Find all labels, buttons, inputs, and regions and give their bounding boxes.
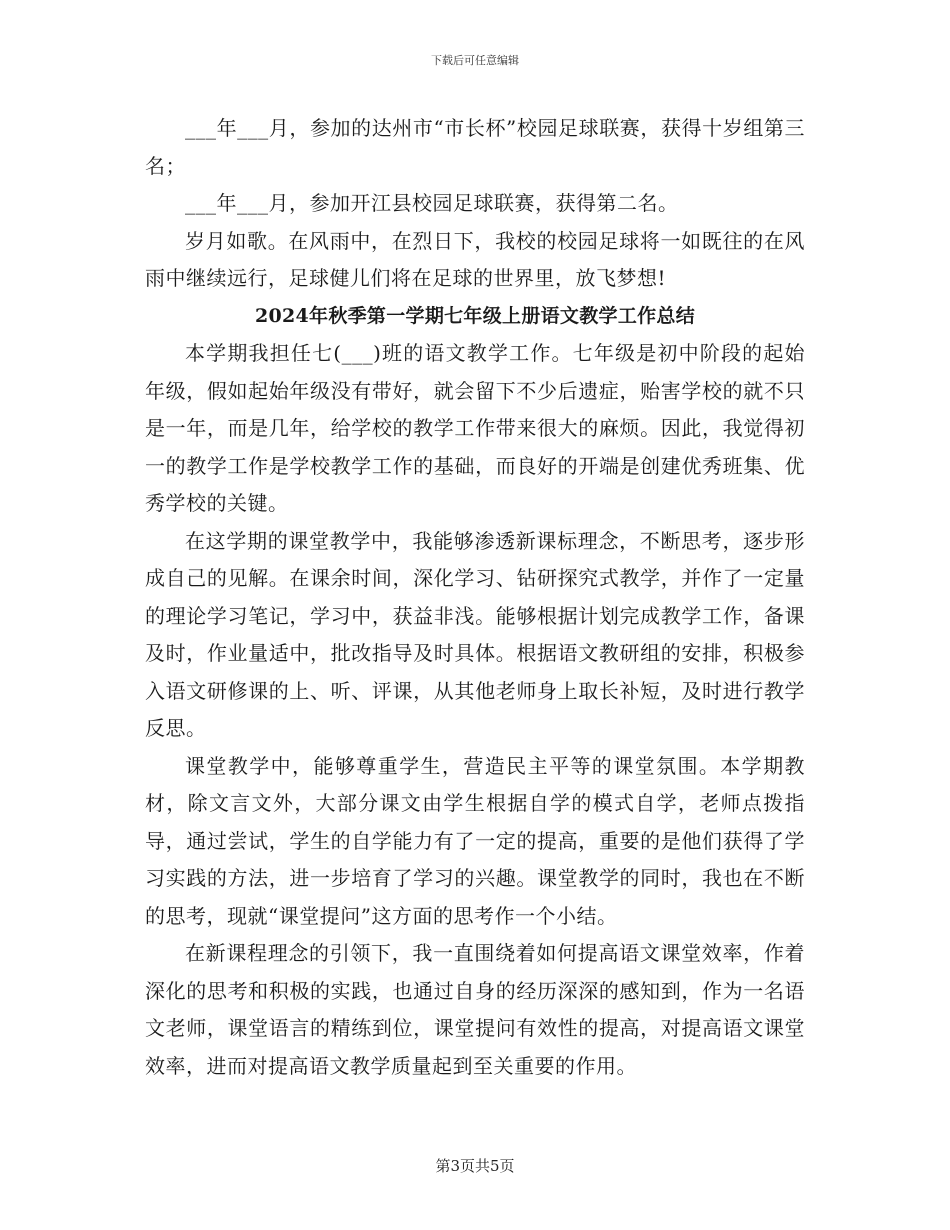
paragraph-intro: 本学期我担任七(___)班的语文教学工作。七年级是初中阶段的起始年级，假如起始年级没有带好，就会留下不少后遗症，贻害学校的就不只是一年，而是几年，给学校的教学工作带来很大的麻烦。因此，我觉得初一的教学工作是学校教学工作的基础，而良好的开端是创建优秀班集、优秀学校的关键。 xyxy=(145,341,805,515)
page-header-note: 下载后可任意编辑 xyxy=(431,54,519,67)
paragraph-teaching: 在这学期的课堂教学中，我能够渗透新课标理念，不断思考，逐步形成自己的见解。在课余时间，深化学习、钻研探究式教学，并作了一定量的理论学习笔记，学习中，获益非浅。能够根据计划完成教学工作，备课及时，作业量适中，批改指导及时具体。根据语文教研组的安排，积极参入语文研修课的上、听、评课，从其他老师身上取长补短，及时进行教学反思。 xyxy=(145,528,805,740)
section-title: 2024年秋季第一学期七年级上册语文教学工作总结 xyxy=(254,304,696,327)
page-number: 第3页共5页 xyxy=(435,1157,515,1175)
document-body xyxy=(145,110,805,1085)
paragraph-classroom: 课堂教学中，能够尊重学生，营造民主平等的课堂氛围。本学期教材，除文言文外，大部分课文由学生根据自学的模式自学，老师点拨指导，通过尝试，学生的自学能力有了一定的提高，重要的是他们获得了学习实践的方法，进一步培育了学习的兴趣。课堂教学的同时，我也在不断的思考，现就“课堂提问”这方面的思考作一个小结。 xyxy=(145,753,805,928)
paragraph-questioning: 在新课程理念的引领下，我一直围绕着如何提高语文课堂效率，作着深化的思考和积极的实践，也通过自身的经历深深的感知到，作为一名语文老师，课堂语言的精练到位，课堂提问有效性的提高，对提高语文课堂效率，进而对提高语文教学质量起到至关重要的作用。 xyxy=(145,941,805,1078)
paragraph-competition-2: ___年___月，参加开江县校园足球联赛，获得第二名。 xyxy=(185,191,679,215)
paragraph-competition-1: ___年___月，参加的达州市“市长杯”校园足球联赛，获得十岁组第三名； xyxy=(145,116,805,178)
paragraph-closing: 岁月如歌。在风雨中，在烈日下，我校的校园足球将一如既往的在风雨中继续远行，足球健儿们将在足球的世界里，放飞梦想! xyxy=(145,228,805,290)
